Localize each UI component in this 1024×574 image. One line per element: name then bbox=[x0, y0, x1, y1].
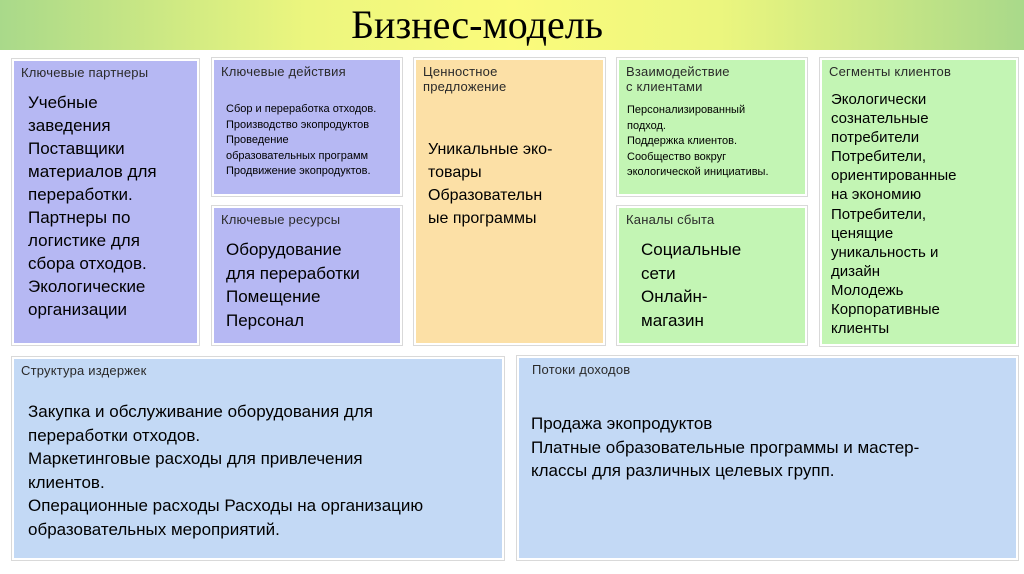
value-proposition-text: Уникальные эко- товары Образовательн ые программы bbox=[428, 141, 553, 227]
revenue-streams-text: Продажа экопродуктов Платные образовательные программы и мастер- классы для различных целевых групп. bbox=[531, 414, 920, 480]
key-activities-header: Ключевые действия bbox=[221, 64, 346, 79]
value-proposition-block bbox=[414, 58, 605, 345]
key-activities-block bbox=[212, 58, 402, 196]
cost-structure-header: Структура издержек bbox=[21, 363, 147, 378]
cost-structure-text: Закупка и обслуживание оборудования для переработки отходов. Маркетинговые расходы для привлечения клиентов. Операционные расходы Расходы на организацию образовательных мероприятий. bbox=[28, 402, 424, 539]
channels-header: Каналы сбыта bbox=[626, 212, 715, 227]
channels-text: Социальные сети Онлайн- магазин bbox=[641, 240, 742, 330]
key-resources-text: Оборудование для переработки Помещение Персонал bbox=[226, 240, 360, 330]
key-resources-header: Ключевые ресурсы bbox=[221, 212, 341, 227]
key-partners-block bbox=[12, 59, 199, 345]
key-partners-header: Ключевые партнеры bbox=[21, 65, 149, 80]
customer-segments-header: Сегменты клиентов bbox=[829, 64, 952, 79]
cost-structure-block bbox=[12, 357, 504, 560]
customer-relationships-header: Взаимодействие с клиентами bbox=[626, 64, 730, 94]
key-partners-text: Учебные заведения Поставщики материалов для переработки. Партнеры по логистике для сбора отходов. Экологические организации bbox=[28, 93, 157, 319]
revenue-streams-block bbox=[517, 356, 1018, 560]
key-activities-text: Сбор и переработка отходов. Производство экопродуктов Проведение образовательных программ Продвижение экопродуктов. bbox=[226, 103, 377, 177]
key-resources-block bbox=[212, 206, 402, 345]
customer-segments-text: Экологически сознательные потребители Потребители, ориентированные на экономию Потребители, ценящие уникальность и дизайн Молодежь Корпоративные клиенты bbox=[831, 91, 957, 338]
customer-relationships-block bbox=[617, 58, 807, 196]
customer-segments-block bbox=[820, 58, 1018, 346]
page-title: Бизнес-модель bbox=[351, 2, 603, 47]
revenue-streams-header: Потоки доходов bbox=[532, 362, 631, 377]
customer-relationships-text: Персонализированный подход. Поддержка клиентов. Сообщество вокруг экологической инициативы. bbox=[627, 104, 769, 178]
channels-block bbox=[617, 206, 807, 345]
value-proposition-header: Ценностное предложение bbox=[423, 64, 507, 94]
